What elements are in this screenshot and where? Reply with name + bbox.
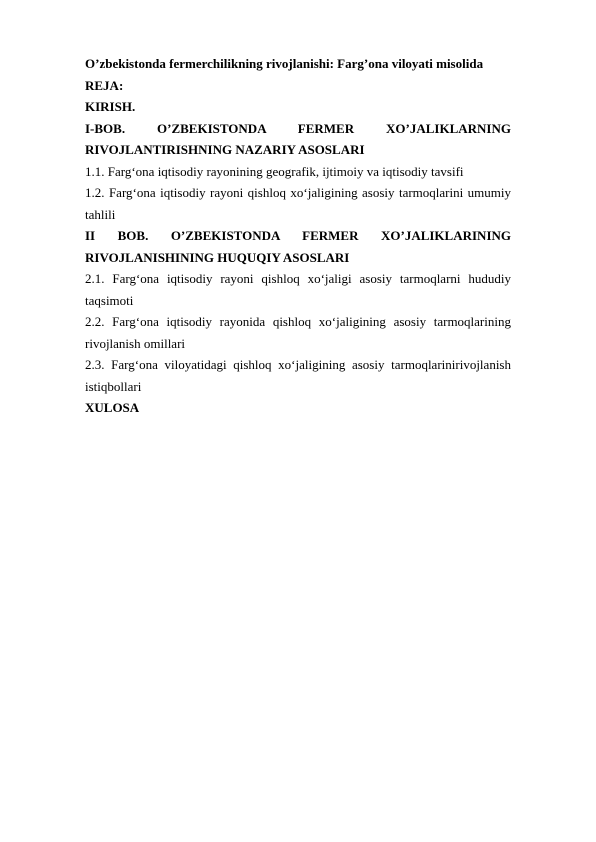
item-2-1-line2: taqsimoti (85, 292, 134, 308)
conclusion-heading: XULOSA (85, 400, 140, 415)
intro-heading: KIRISH. (85, 99, 136, 114)
document-page (85, 53, 511, 419)
item-1-1: 1.1. Farg‘ona iqtisodiy rayonining geografik, ijtimoiy va iqtisodiy tavsifi (85, 163, 464, 179)
chapter2-heading-line2: RIVOJLANISHINING HUQUQIY ASOSLARI (85, 249, 350, 265)
chapter1-heading-line2: RIVOJLANTIRISHNING NAZARIY ASOSLARI (85, 142, 365, 157)
chapter2-heading-line1: II BOB. O’ZBEKISTONDA FERMER XO’JALIKLARINING (85, 228, 511, 243)
item-2-2-line1: 2.2. Farg‘ona iqtisodiy rayonida qishloq xo‘jaligining asosiy tarmoqlarining (85, 314, 511, 329)
item-2-3-line2: istiqbollari (85, 378, 142, 394)
item-2-3-line1: 2.3. Farg‘ona viloyatidagi qishloq xo‘jaligining asosiy tarmoqlarinirivojlanish (85, 357, 511, 372)
chapter1-heading-line1: I-BOB. O’ZBEKISTONDA FERMER XO’JALIKLARNING (85, 120, 511, 136)
plan-label: REJA: (85, 77, 124, 93)
item-1-2-line1: 1.2. Farg‘ona iqtisodiy rayoni qishloq xo‘jaligining asosiy tarmoqlarini umumiy (85, 185, 511, 200)
item-1-2-line2: tahlili (85, 206, 116, 222)
item-2-2-line2: rivojlanish omillari (85, 335, 186, 351)
document-title: O’zbekistonda fermerchilikning rivojlanishi: Farg’ona viloyati misolida (85, 56, 484, 71)
item-2-1-line1: 2.1. Farg‘ona iqtisodiy rayoni qishloq xo‘jaligi asosiy tarmoqlarni hududiy (85, 271, 511, 286)
